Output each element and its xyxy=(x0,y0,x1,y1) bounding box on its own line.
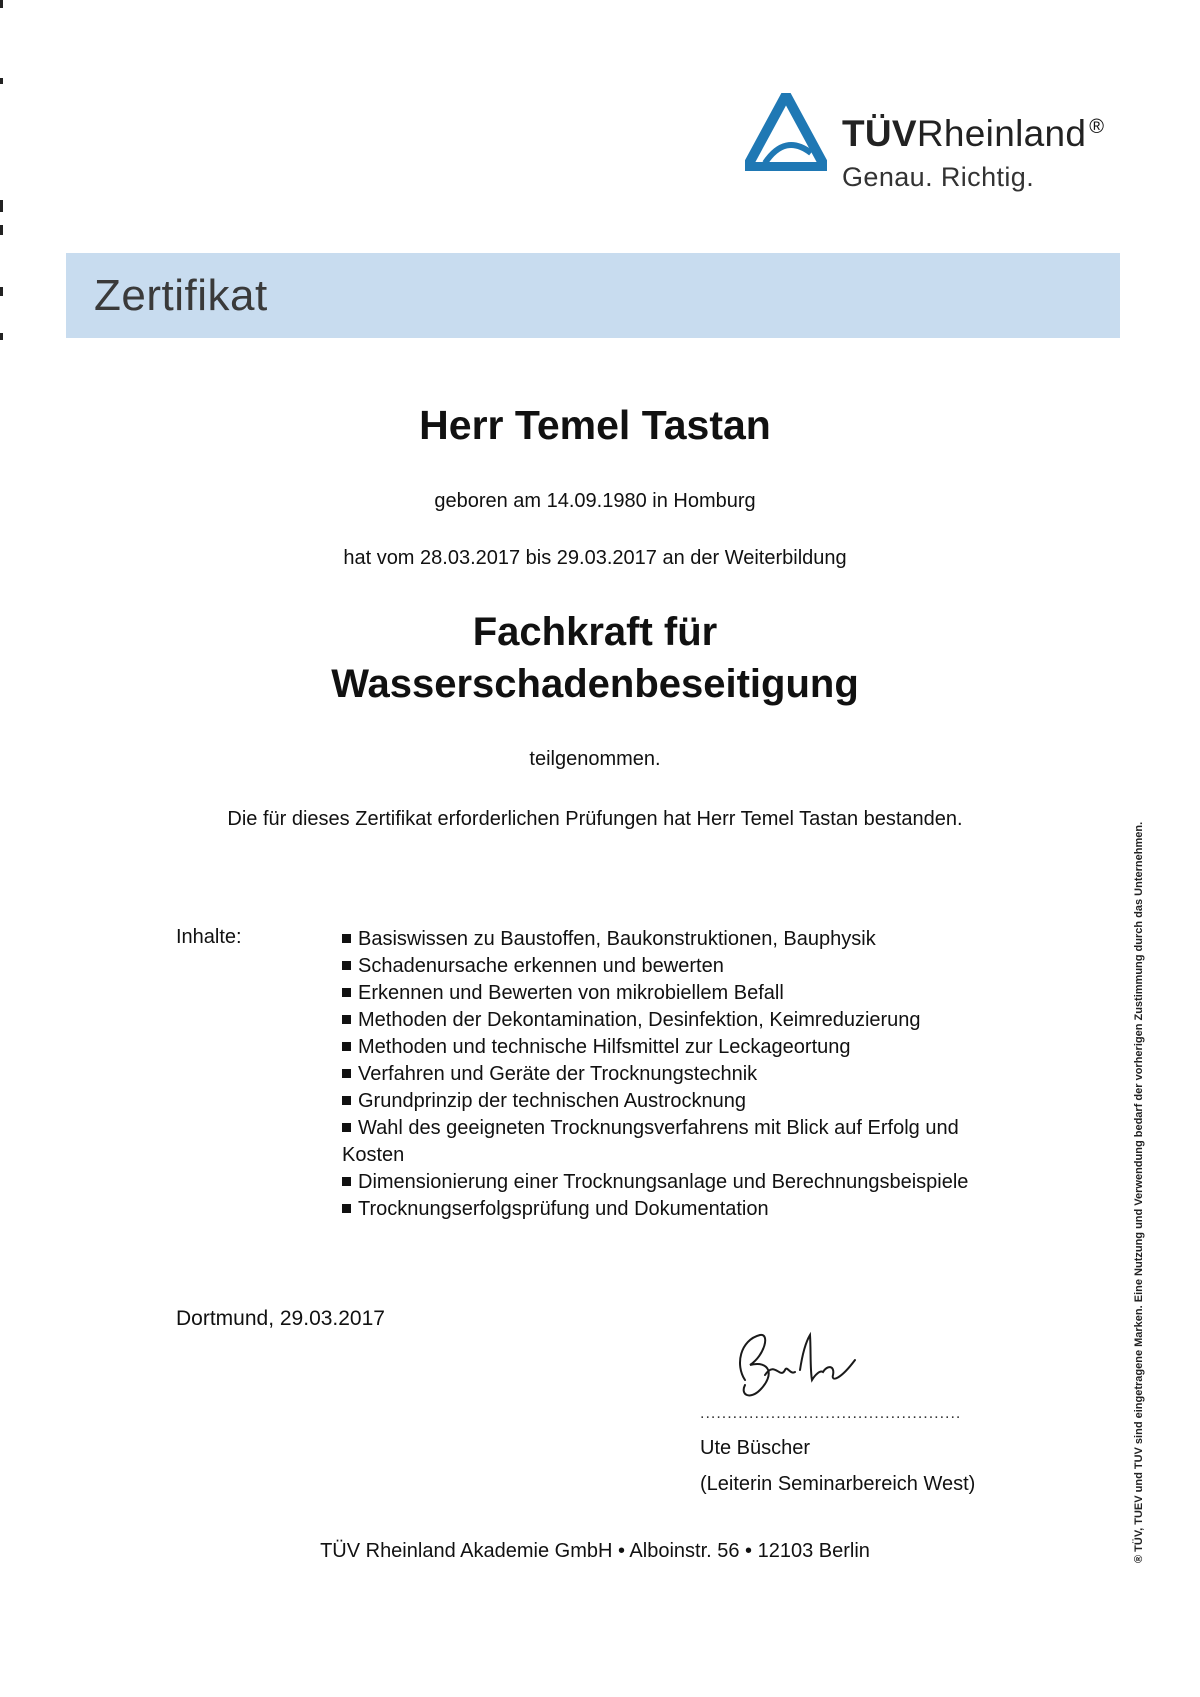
bullet-icon xyxy=(342,1177,351,1186)
brand-bold: TÜV xyxy=(842,113,917,154)
brand-tagline: Genau. Richtig. xyxy=(842,162,1035,192)
bullet-icon xyxy=(342,1204,351,1213)
list-item xyxy=(342,953,982,980)
contents-label: Inhalte: xyxy=(176,926,242,948)
brand-name xyxy=(842,113,1104,155)
passed-line: Die für dieses Zertifikat erforderlichen Prüfungen hat Herr Temel Tastan bestanden. xyxy=(227,808,963,830)
recipient-name: Herr Temel Tastan xyxy=(419,402,771,448)
list-item-text: Methoden und technische Hilfsmittel zur Leckageortung xyxy=(358,1036,851,1058)
bullet-icon xyxy=(342,961,351,970)
handwritten-signature xyxy=(715,1320,875,1415)
bullet-icon xyxy=(342,1096,351,1105)
bullet-icon xyxy=(342,1069,351,1078)
triangle-logo-icon xyxy=(745,93,827,171)
list-item xyxy=(342,1007,982,1034)
footer-address: TÜV Rheinland Akademie GmbH • Alboinstr. 56 • 12103 Berlin xyxy=(320,1540,870,1562)
scan-mark xyxy=(0,0,3,8)
period-line: hat vom 28.03.2017 bis 29.03.2017 an der Weiterbildung xyxy=(343,547,847,569)
bullet-icon xyxy=(342,934,351,943)
place-date: Dortmund, 29.03.2017 xyxy=(176,1307,385,1330)
course-title-line-2: Wasserschadenbeseitigung xyxy=(331,662,859,706)
bullet-icon xyxy=(342,1123,351,1132)
signer-name: Ute Büscher xyxy=(700,1437,811,1459)
list-item-text: Basiswissen zu Baustoffen, Baukonstruktionen, Bauphysik xyxy=(358,928,876,950)
list-item-text: Dimensionierung einer Trocknungsanlage und Berechnungsbeispiele xyxy=(358,1171,969,1193)
list-item xyxy=(342,1034,982,1061)
list-item-text: Methoden der Dekontamination, Desinfektion, Keimreduzierung xyxy=(358,1009,921,1031)
scan-mark xyxy=(0,333,3,340)
list-item-text: Verfahren und Geräte der Trocknungstechnik xyxy=(358,1063,758,1085)
trademark-note: ® TÜV, TUEV und TUV sind eingetragene Marken. Eine Nutzung und Verwendung bedarf der vorherigen Zustimmung durch das Unternehmen. xyxy=(1133,821,1145,1563)
course-title xyxy=(0,606,1190,710)
contents-list xyxy=(342,926,982,1223)
signer-role: (Leiterin Seminarbereich West) xyxy=(700,1473,976,1495)
list-item-text: Wahl des geeigneten Trocknungsverfahrens mit Blick auf Erfolg und Kosten xyxy=(342,1117,959,1166)
document-title: Zertifikat xyxy=(94,271,268,320)
scan-mark xyxy=(0,78,3,84)
list-item xyxy=(342,980,982,1007)
scan-mark xyxy=(0,287,3,296)
scan-mark xyxy=(0,225,3,235)
list-item-text: Trocknungserfolgsprüfung und Dokumentation xyxy=(358,1198,769,1220)
course-title-line-1: Fachkraft für xyxy=(472,610,718,654)
list-item xyxy=(342,1169,982,1196)
list-item xyxy=(342,1196,982,1223)
brand-rest: Rheinland xyxy=(916,113,1087,154)
signature-line: ................................................ xyxy=(700,1405,962,1422)
bullet-icon xyxy=(342,1015,351,1024)
scan-mark xyxy=(0,200,3,212)
list-item xyxy=(342,1115,982,1169)
birth-line: geboren am 14.09.1980 in Homburg xyxy=(434,490,756,512)
bullet-icon xyxy=(342,988,351,997)
list-item-text: Grundprinzip der technischen Austrocknung xyxy=(358,1090,747,1112)
bullet-icon xyxy=(342,1042,351,1051)
list-item xyxy=(342,1088,982,1115)
list-item xyxy=(342,1061,982,1088)
title-banner xyxy=(66,253,1120,338)
participated-line: teilgenommen. xyxy=(529,748,661,770)
list-item xyxy=(342,926,982,953)
list-item-text: Schadenursache erkennen und bewerten xyxy=(358,955,724,977)
registered-mark: ® xyxy=(1089,115,1105,138)
tuv-rheinland-logo xyxy=(745,85,1125,195)
list-item-text: Erkennen und Bewerten von mikrobiellem Befall xyxy=(358,982,784,1004)
